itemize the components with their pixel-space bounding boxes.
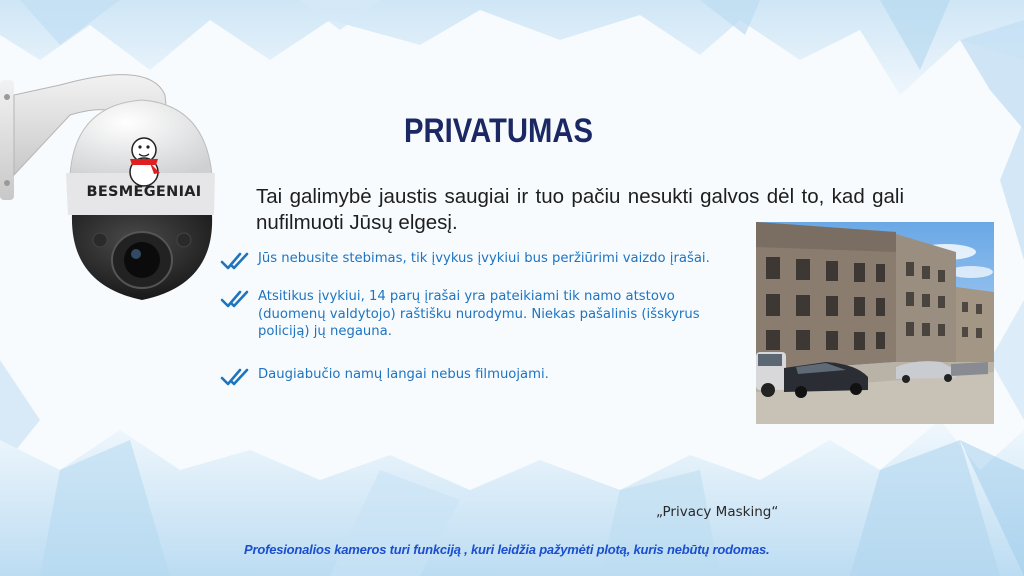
bullet-text: Daugiabučio namų langai nebus filmuojami. [258, 367, 549, 382]
building-photo [756, 222, 994, 424]
list-item [220, 288, 738, 341]
page-title: PRIVATUMAS [404, 112, 593, 150]
snowman-icon [130, 138, 160, 186]
double-check-icon [220, 289, 252, 309]
bullet-text: Jūs nebusite stebimas, tik įvykus įvykiui bus peržiūrimi vaizdo įrašai. [258, 251, 710, 266]
bullet-text: Atsitikus įvykiui, 14 parų įrašai yra pateikiami tik namo atstovo (duomenų valdytojo) raštišku nurodymu. Niekas pašalinis (išskyrus policiją) jų negauna. [258, 289, 700, 339]
list-item [220, 366, 658, 387]
double-check-icon [220, 367, 252, 387]
list-item [220, 250, 748, 271]
footer-note: Profesionalios kameros turi funkciją , kuri leidžia pažymėti plotą, kuris nebūtų rodomas. [244, 542, 770, 557]
privacy-masking-caption: „Privacy Masking“ [656, 504, 779, 520]
camera-brand-label: BESMEGENIAI [86, 184, 202, 200]
intro-text: Tai galimybė jaustis saugiai ir tuo pačiu nesukti galvos dėl to, kad gali nufilmuoti Jūsų elgesį. [256, 185, 904, 234]
double-check-icon [220, 251, 252, 271]
